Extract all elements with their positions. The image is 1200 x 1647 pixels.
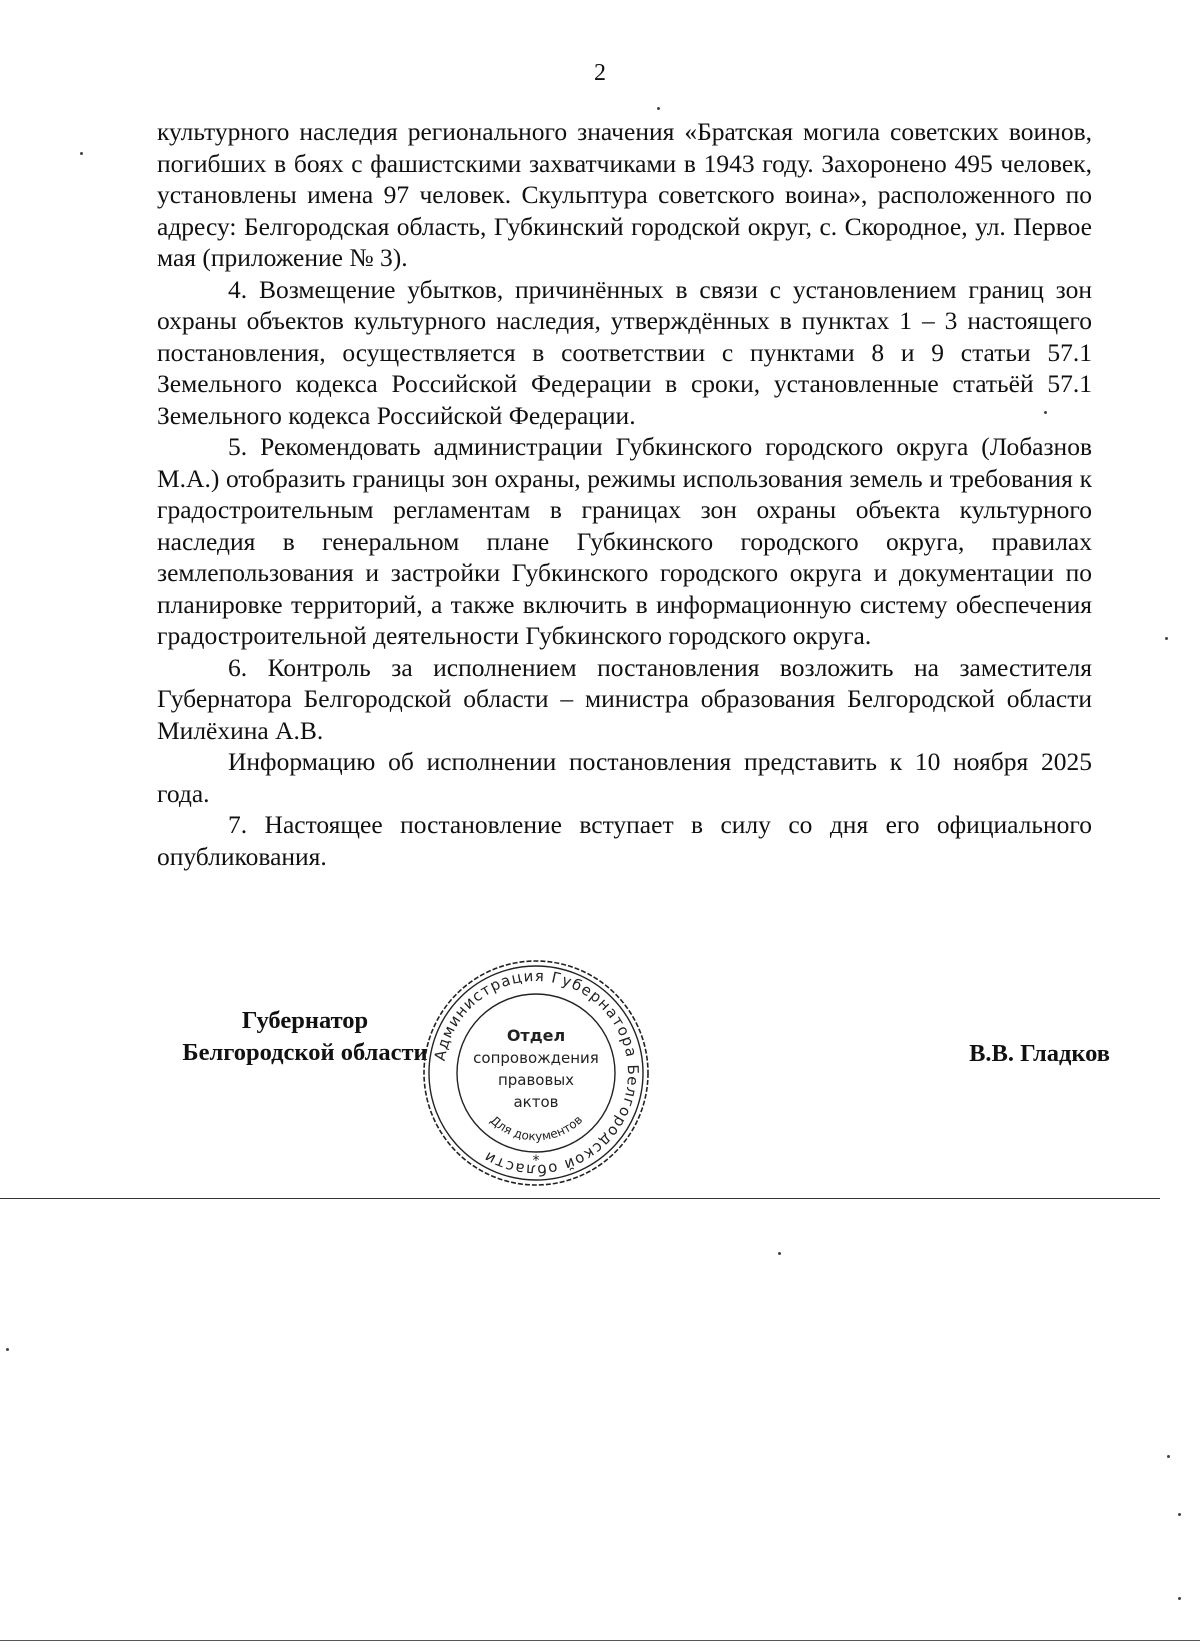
- stamp-seal: [420, 957, 652, 1189]
- paragraph: 4. Возмещение убытков, причинённых в связи с установлением границ зон охраны объектов культурного наследия, утверждённых в пунктах 1 – 3 настоящего постановления, осуществляется в соответствии с пунктами 8 и 9 статьи 57.1 Земельного кодекса Российской Федерации в сроки, установленные статьёй 57.1 Земельного кодекса Российской Федерации.: [157, 274, 1092, 430]
- scan-speck: [1178, 1513, 1181, 1516]
- scan-speck: [1178, 1597, 1181, 1600]
- official-stamp: [420, 957, 652, 1189]
- signer-title: [150, 1005, 460, 1069]
- stamp-star: *: [532, 1153, 540, 1169]
- stamp-bottom-text: Для документов: [487, 1112, 586, 1144]
- bottom-edge-line: [0, 1640, 1200, 1641]
- scan-speck: [1165, 637, 1168, 640]
- paragraph: 5. Рекомендовать администрации Губкинского городского округа (Лобазнов М.А.) отобразить границы зон охраны, режимы использования земель и требования к градостроительным регламентам в границах зон охраны объекта культурного наследия в генеральном плане Губкинского городского округа, правилах землепользования и застройки Губкинского городского округа и документации по планировке территорий, а также включить в информационную систему обеспечения градостроительной деятельности Губкинского городского округа.: [157, 432, 1092, 650]
- stamp-center-line3: правовых: [497, 1071, 575, 1089]
- stamp-outer-text: Администрация Губернатора Белгородской области: [430, 966, 643, 1180]
- scan-speck: [1044, 411, 1047, 414]
- scan-speck: [6, 1348, 9, 1351]
- page-number: 2: [594, 60, 606, 86]
- divider-line: [0, 1198, 1160, 1199]
- signer-name: В.В. Гладков: [969, 1040, 1110, 1067]
- stamp-center-line1: Отдел: [506, 1026, 566, 1045]
- paragraph: Информацию об исполнении постановления представить к 10 ноября 2025 года.: [157, 747, 1092, 808]
- stamp-center-line4: актов: [513, 1093, 559, 1111]
- signer-title-line2: Белгородской области: [182, 1039, 428, 1066]
- paragraph: культурного наследия регионального значения «Братская могила советских воинов, погибших в боях с фашистскими захватчиками в 1943 году. Захоронено 495 человек, установлены имена 97 человек. Скульптура советского воина», расположенного по адресу: Белгородская область, Губкинский городской округ, с. Скородное, ул. Первое мая (приложение № 3).: [157, 117, 1092, 272]
- stamp-center-line2: сопровождения: [473, 1049, 599, 1067]
- scan-speck: [1167, 1455, 1170, 1458]
- paragraph: 6. Контроль за исполнением постановления возложить на заместителя Губернатора Белгородской области – министра образования Белгородской области Милёхина А.В.: [157, 652, 1092, 745]
- paragraph: 7. Настоящее постановление вступает в силу со дня его официального опубликования.: [157, 810, 1092, 871]
- document-body: [157, 116, 1092, 872]
- scan-speck: [657, 107, 660, 110]
- signer-title-line1: Губернатор: [241, 1007, 369, 1034]
- scan-speck: [778, 1252, 781, 1255]
- scan-speck: [80, 152, 83, 155]
